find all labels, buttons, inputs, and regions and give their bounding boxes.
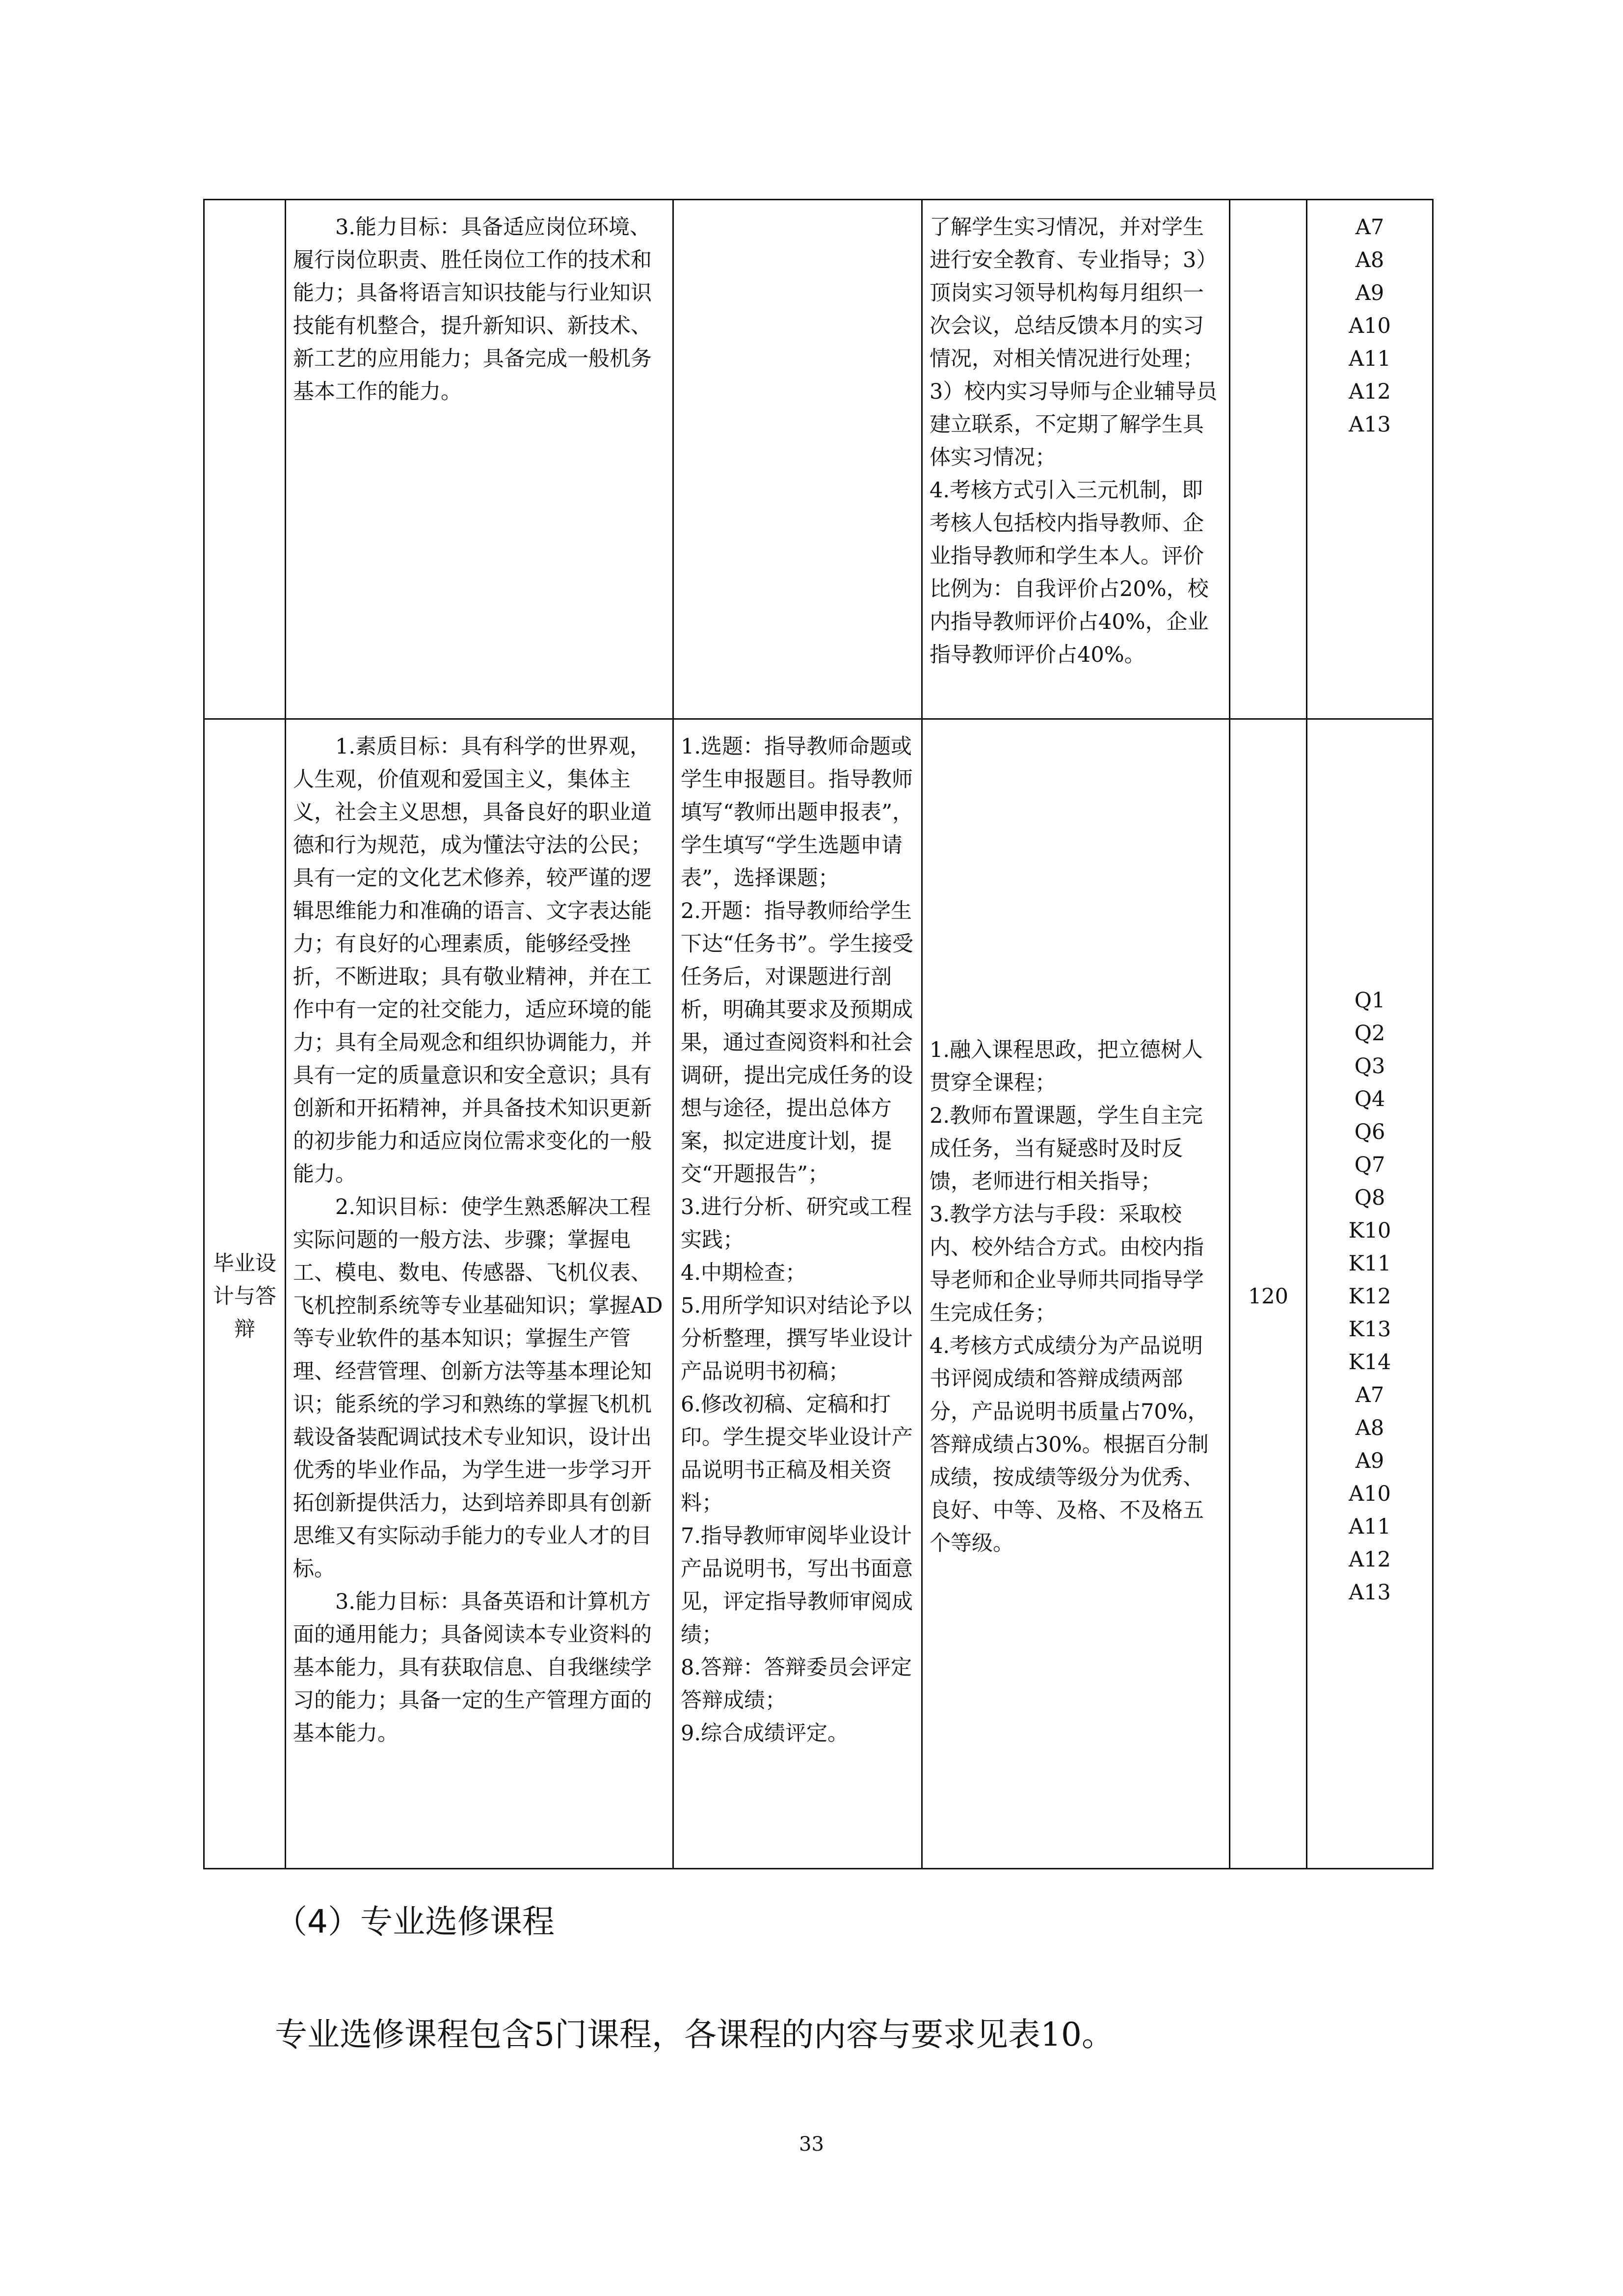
- code-item: Q7: [1354, 1153, 1385, 1177]
- code-item: A8: [1355, 1416, 1384, 1440]
- code-item: Q8: [1354, 1186, 1385, 1210]
- table-row: [204, 719, 1433, 1869]
- code-item: A11: [1349, 1514, 1391, 1539]
- page-number: 33: [799, 2133, 824, 2156]
- code-item: Q4: [1354, 1087, 1385, 1111]
- code-item: Q6: [1354, 1120, 1385, 1144]
- code-item: K11: [1348, 1251, 1391, 1276]
- hours-cell: [1230, 719, 1307, 1869]
- objective-paragraph: 3.能力目标：具备英语和计算机方面的通用能力；具备阅读本专业资料的基本能力，具有获取信息、自我继续学习的能力；具备一定的生产管理方面的基本能力。: [293, 1590, 652, 1746]
- code-item: A13: [1349, 1580, 1391, 1605]
- content-cell: [673, 719, 922, 1869]
- code-item: K10: [1348, 1218, 1391, 1243]
- hours-value: 120: [1248, 1284, 1289, 1309]
- hours-cell: [1230, 200, 1307, 719]
- table-row: [204, 200, 1433, 719]
- objective-paragraph: 1.素质目标：具有科学的世界观，人生观，价值观和爱国主义，集体主义，社会主义思想，具备良好的职业道德和行为规范，成为懂法守法的公民；具有一定的文化艺术修养，较严谨的逻辑思维能力和准确的语言、文字表达能力；有良好的心理素质，能够经受挫折，不断进取；具有敬业精神，并在工作中有一定的社交能力，适应环境的能力；具有全局观念和组织协调能力，并具有一定的质量意识和安全意识；具有创新和开拓精神，并具备技术知识更新的初步能力和适应岗位需求变化的一般能力。: [293, 734, 652, 1187]
- code-item: Q1: [1354, 988, 1385, 1013]
- requirements-cell: [922, 200, 1230, 719]
- content-item: 9.综合成绩评定。: [681, 1721, 849, 1746]
- code-item: A13: [1349, 412, 1391, 437]
- content-item: 3.进行分析、研究或工程实践；: [681, 1195, 912, 1252]
- requirement-paragraph: 4.考核方式成绩分为产品说明书评阅成绩和答辩成绩两部分，产品说明书质量占70%，答辩成绩占30%。根据百分制成绩，按成绩等级分为优秀、良好、中等、及格、不及格五个等级。: [930, 1333, 1209, 1556]
- content-item: 1.选题：指导教师命题或学生申报题目。指导教师填写“教师出题申报表”，学生填写“学生选题申请表”，选择课题；: [681, 734, 913, 891]
- content-item: 6.修改初稿、定稿和打印。学生提交毕业设计产品说明书正稿及相关资料；: [681, 1392, 913, 1515]
- course-name: 毕业设计与答辩: [213, 1251, 276, 1342]
- code-item: A7: [1355, 215, 1384, 240]
- requirement-paragraph: 了解学生实习情况，并对学生进行安全教育、专业指导；3）顶岗实习领导机构每月组织一次会议，总结反馈本月的实习情况，对相关情况进行处理；3）校内实习导师与企业辅导员建立联系，不定期了解学生具体实习情况；: [930, 215, 1218, 470]
- code-item: K13: [1348, 1317, 1391, 1342]
- code-item: A9: [1355, 281, 1384, 305]
- content-cell: [673, 200, 922, 719]
- content-item: 7.指导教师审阅毕业设计产品说明书，写出书面意见，评定指导教师审阅成绩；: [681, 1524, 913, 1647]
- code-item: A8: [1355, 248, 1384, 272]
- code-item: K12: [1348, 1284, 1391, 1309]
- section-body-text: 专业选修课程包含5门课程，各课程的内容与要求见表10。: [275, 2016, 1114, 2053]
- objectives-cell: [286, 200, 673, 719]
- requirement-paragraph: 3.教学方法与手段：采取校内、校外结合方式。由校内指导老师和企业导师共同指导学生完成任务；: [930, 1202, 1204, 1325]
- objectives-cell: [286, 719, 673, 1869]
- codes-cell: [1307, 719, 1433, 1869]
- requirement-paragraph: 2.教师布置课题，学生自主完成任务，当有疑惑时及时反馈，老师进行相关指导；: [930, 1103, 1203, 1194]
- code-item: Q3: [1354, 1054, 1385, 1079]
- content-item: 5.用所学知识对结论予以分析整理，撰写毕业设计产品说明书初稿；: [681, 1294, 913, 1384]
- codes-cell: [1307, 200, 1433, 719]
- requirements-cell: [922, 719, 1230, 1869]
- code-item: A10: [1349, 1482, 1391, 1506]
- section-heading: （4）专业选修课程: [275, 1903, 555, 1941]
- content-item: 2.开题：指导教师给学生下达“任务书”。学生接受任务后，对课题进行剖析，明确其要求及预期成果，通过查阅资料和社会调研，提出完成任务的设想与途径，提出总体方案，拟定进度计划，提交“开题报告”；: [681, 899, 913, 1187]
- course-table: [203, 199, 1434, 1869]
- requirement-paragraph: 1.融入课程思政，把立德树人贯穿全课程；: [930, 1037, 1203, 1095]
- objective-paragraph: 2.知识目标：使学生熟悉解决工程实际问题的一般方法、步骤；掌握电工、模电、数电、传感器、飞机仪表、飞机控制系统等专业基础知识；掌握AD等专业软件的基本知识；掌握生产管理、经营管理、创新方法等基本理论知识；能系统的学习和熟练的掌握飞机机载设备装配调试技术专业知识，设计出优秀的毕业作品，为学生进一步学习开拓创新提供活力，达到培养即具有创新思维又有实际动手能力的专业人才的目标。: [293, 1195, 663, 1581]
- objective-paragraph: 3.能力目标：具备适应岗位环境、履行岗位职责、胜任岗位工作的技术和能力；具备将语言知识技能与行业知识技能有机整合，提升新知识、新技术、新工艺的应用能力；具备完成一般机务基本工作的能力。: [293, 215, 652, 404]
- course-name-cell: [204, 200, 286, 719]
- content-item: 4.中期检查；: [681, 1261, 807, 1285]
- code-item: K14: [1348, 1350, 1391, 1375]
- code-item: A11: [1349, 347, 1391, 371]
- code-item: A9: [1355, 1449, 1384, 1473]
- requirement-paragraph: 4.考核方式引入三元机制，即考核人包括校内指导教师、企业指导教师和学生本人。评价比例为：自我评价占20%，校内指导教师评价占40%，企业指导教师评价占40%。: [930, 478, 1209, 667]
- content-item: 8.答辩：答辩委员会评定答辩成绩；: [681, 1655, 912, 1713]
- course-name-cell: [204, 719, 286, 1869]
- code-item: A7: [1355, 1383, 1384, 1407]
- code-item: A12: [1349, 379, 1391, 404]
- code-item: Q2: [1354, 1021, 1385, 1046]
- code-item: A10: [1349, 314, 1391, 338]
- code-item: A12: [1349, 1547, 1391, 1572]
